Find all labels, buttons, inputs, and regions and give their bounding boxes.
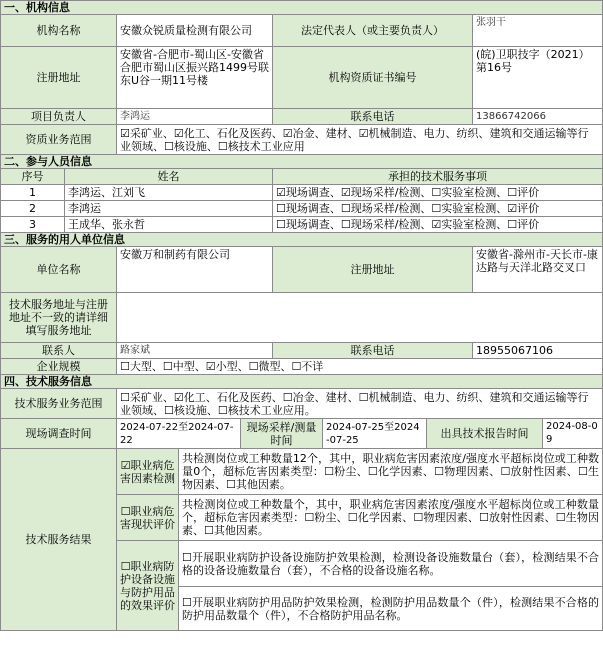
org-name-value: 安徽众锐质量检测有限公司 xyxy=(117,15,273,47)
cert-value: (皖)卫职技字（2021）第16号 xyxy=(473,47,603,109)
pm-label: 项目负责人 xyxy=(1,109,117,125)
section-participants-title: 二、参与人员信息 xyxy=(1,155,603,169)
unit-name-value: 安徽万和制药有限公司 xyxy=(117,247,273,293)
org-addr-label: 注册地址 xyxy=(1,47,117,109)
report-time-value: 2024-08-09 xyxy=(543,419,603,449)
unit-phone-value: 18955067106 xyxy=(473,343,603,359)
unit-addr-value: 安徽省-滁州市-天长市-康达路与天洋北路交叉口 xyxy=(473,247,603,293)
row-items: ☐现场调查、☐现场采样/检测、☐实验室检测、☑评价 xyxy=(273,201,603,217)
survey-time-value: 2024-07-22至2024-07-22 xyxy=(117,419,241,449)
pm-value: 李鸿运 xyxy=(117,109,273,125)
table-row xyxy=(1,217,603,233)
row-no: 1 xyxy=(1,185,65,201)
col-no-header: 序号 xyxy=(1,169,65,185)
result-text-detect: 共检测岗位或工种数量12个，其中，职业病危害因素浓度/强度水平超标岗位或工种数量0个，超标危害因素类型：☐粉尘、☐化学因素、☐物理因素、☐放射性因素、☐生物因素、☐其他因素。 xyxy=(179,449,603,495)
tech-scope-label: 技术服务业务范围 xyxy=(1,389,117,419)
contact-label: 联系人 xyxy=(1,343,117,359)
table-row xyxy=(1,201,603,217)
service-addr-value xyxy=(117,293,603,343)
survey-time-label: 现场调查时间 xyxy=(1,419,117,449)
size-value: ☐大型、☐中型、☑小型、☐微型、☐不详 xyxy=(117,359,603,375)
tech-result-label: 技术服务结果 xyxy=(1,449,117,631)
row-no: 2 xyxy=(1,201,65,217)
unit-phone-label: 联系电话 xyxy=(273,343,473,359)
result-text-protect-ppe: ☐开展职业病防护用品防护效果检测，检测防护用品数量个（件），检测结果不合格的防护用品数量个（件），不合格防护用品名称。 xyxy=(179,587,603,631)
sample-time-value: 2024-07-25至2024-07-25 xyxy=(323,419,427,449)
row-name: 李鸿运、江刘飞 xyxy=(65,185,273,201)
result-text-protect-equipment: ☐开展职业病防护设备设施防护效果检测，检测设备设施数量台（套），检测结果不合格的设备设施数量台（套），不合格的设备设施名称。 xyxy=(179,541,603,587)
tech-scope-value: ☐采矿业、☑化工、石化及医药、☐冶金、建材、☐机械制造、电力、纺织、建筑和交通运输等行业领域、☐核设施、☐核技术工业应用。 xyxy=(117,389,603,419)
org-phone-label: 联系电话 xyxy=(273,109,473,125)
org-phone-value: 13866742066 xyxy=(473,109,603,125)
table-row xyxy=(1,185,603,201)
unit-addr-label: 注册地址 xyxy=(273,247,473,293)
result-label-assess: ☐职业病危害现状评价 xyxy=(117,495,179,541)
result-label-protect: ☐职业病防护设备设施与防护用品的效果评价 xyxy=(117,541,179,631)
report-time-label: 出具技术报告时间 xyxy=(427,419,543,449)
row-items: ☐现场调查、☐现场采样/检测、☑实验室检测、☐评价 xyxy=(273,217,603,233)
cert-label: 机构资质证书编号 xyxy=(273,47,473,109)
row-name: 李鸿运 xyxy=(65,201,273,217)
result-label-detect: ☑职业病危害因素检测 xyxy=(117,449,179,495)
org-scope-value: ☑采矿业、☑化工、石化及医药、☑冶金、建材、☑机械制造、电力、纺织、建筑和交通运输等行业领域、☐核设施、☐核技术工业应用 xyxy=(117,125,603,155)
legal-rep-value: 张羽干 xyxy=(473,15,603,47)
sample-time-label: 现场采样/测量时间 xyxy=(241,419,323,449)
section-tech-title: 四、技术服务信息 xyxy=(1,375,603,389)
section-org-title: 一、机构信息 xyxy=(1,1,603,15)
unit-name-label: 单位名称 xyxy=(1,247,117,293)
org-scope-label: 资质业务范围 xyxy=(1,125,117,155)
legal-rep-label: 法定代表人（或主要负责人） xyxy=(273,15,473,47)
result-text-assess: 共检测岗位或工种数量个，其中，职业病危害因素浓度/强度水平超标岗位或工种数量个，超标危害因素类型：☐粉尘、☐化学因素、☐物理因素、☐放射性因素、☐生物因素、☐其他因素。 xyxy=(179,495,603,541)
org-name-label: 机构名称 xyxy=(1,15,117,47)
service-addr-label: 技术服务地址与注册地址不一致的请详细填写服务地址 xyxy=(1,293,117,343)
size-label: 企业规模 xyxy=(1,359,117,375)
row-no: 3 xyxy=(1,217,65,233)
col-name-header: 姓名 xyxy=(65,169,273,185)
row-items: ☑现场调查、☑现场采样/检测、☐实验室检测、☐评价 xyxy=(273,185,603,201)
org-addr-value: 安徽省-合肥市-蜀山区-安徽省合肥市蜀山区振兴路1499号联东U谷一期11号楼 xyxy=(117,47,273,109)
contact-value: 路家斌 xyxy=(117,343,273,359)
section-employer-title: 三、服务的用人单位信息 xyxy=(1,233,603,247)
row-name: 王成华、张永哲 xyxy=(65,217,273,233)
col-items-header: 承担的技术服务事项 xyxy=(273,169,603,185)
